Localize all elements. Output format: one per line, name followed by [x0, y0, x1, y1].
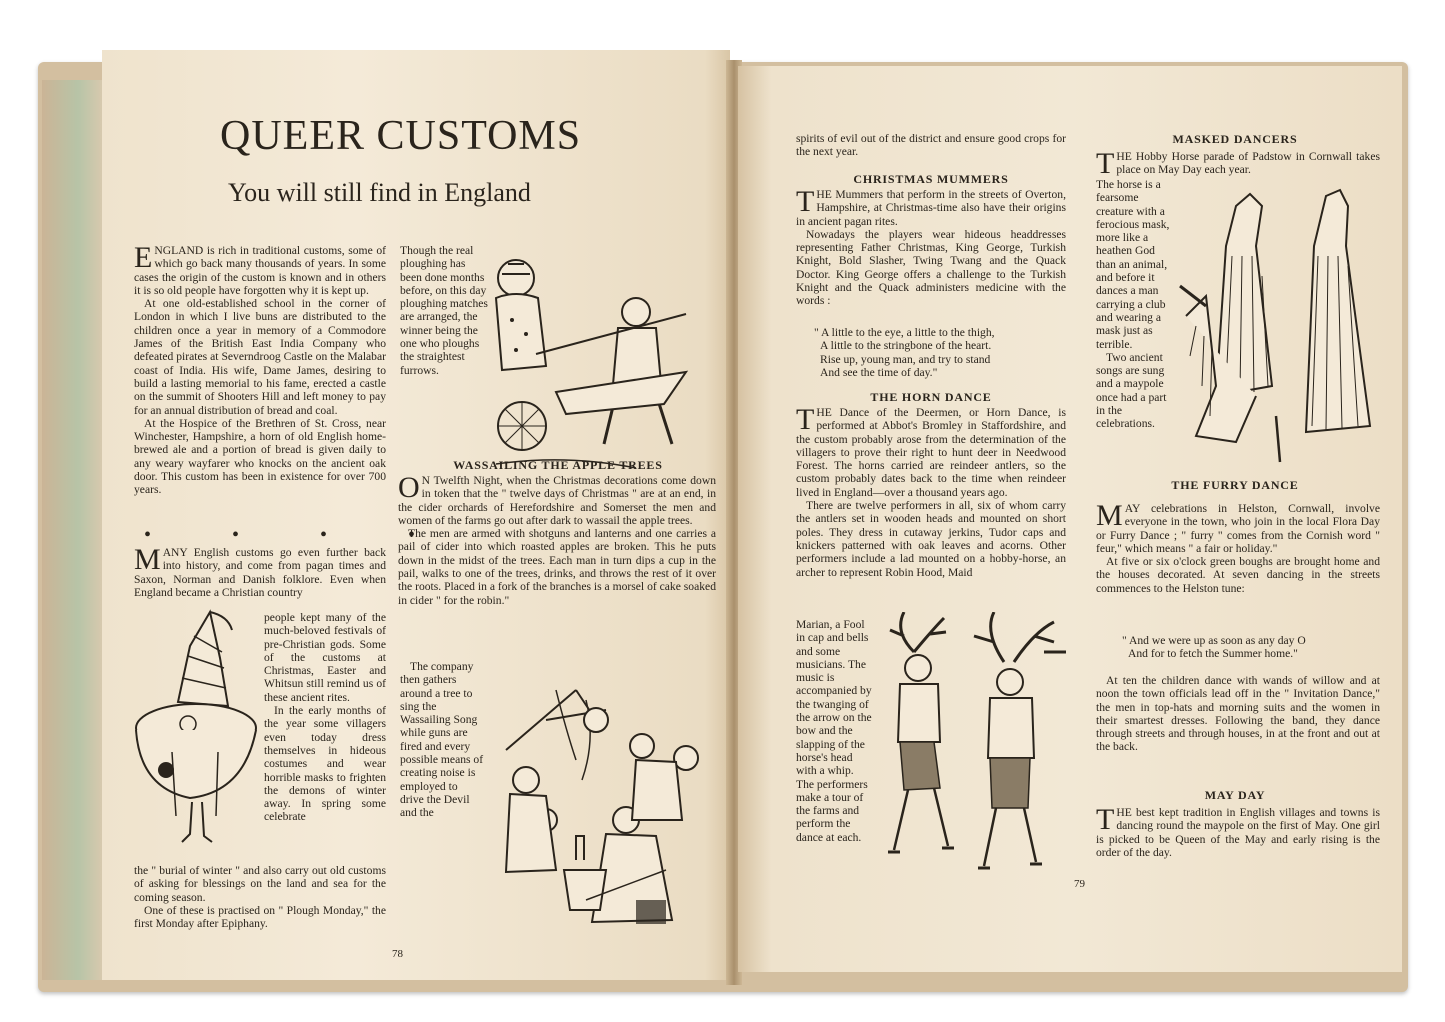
paragraph-masked-2: The horse is a fearsome creature with a ferocious mask, more like a heathen God than an animal, and before it dances a man carrying a club and wearing a mask just as terrible. [1096, 178, 1170, 351]
drop-cap: T [796, 403, 815, 436]
cover-edge [42, 80, 102, 980]
paragraph-horn-3: Marian, a Fool in cap and bells and some musicians. The music is accompanied by the twanging of the arrow on the bow and the slapping of the horse's head with a whip. The performers make a tour of the farms and perform the dance at each. [796, 618, 872, 844]
drop-cap: T [796, 185, 815, 218]
verse-line: And see the time of day." [820, 365, 938, 379]
paragraph-hospice: At the Hospice of the Brethren of St. Cross, near Winchester, Hampshire, a horn of old English home-brewed ale and a portion of bread is given daily to any weary wayfarer who knocks on the ancient oak door. This custom has been in existence for over 700 years. [134, 416, 386, 497]
paragraph-masked-3: Two ancient songs are sung and a maypole once had a part in the celebrations. [1096, 350, 1167, 431]
paragraph-horn-2: There are twelve performers in all, six of whom carry the antlers set in wooden heads and mounted on short poles. They dress in cutaway jerkins, Tudor caps and knickers patterned with oak leaves and acorns. Other performers include a lad mounted on a hobby-horse, an archer to represent Robin Hood, Maid [796, 499, 1066, 579]
horn-dance-illustration [874, 612, 1070, 878]
drop-cap: T [1096, 147, 1115, 180]
heading-furry-dance: THE FURRY DANCE [1171, 478, 1299, 492]
paragraph-furry-2: At five or six o'clock green boughs are brought home and the houses decorated. At seven dancing in the streets commences to the Helston tune: [1096, 555, 1380, 595]
paragraph-spirits: spirits of evil out of the district and ensure good crops for the next year. [796, 132, 1066, 159]
many-text: ANY English customs go even further back into history, and come from pagan times and Saxon, Norman and Danish folklore. Even when England became a Christian country [134, 546, 386, 599]
paragraph-school: At one old-established school in the corner of London in which I live buns are distributed to the children once a year in memory of a Commodore James of the British East India Company who defeated pirates at Severndroog Castle on the Malabar coast of India. His wife, Dame James, desiring to build a lasting memorial to his fame, erected a castle on the summit of Shooters Hill and left money to pay for an annual distribution of bread and coal. [134, 297, 386, 417]
drop-cap: M [1096, 499, 1123, 532]
heading-mummers: CHRISTMAS MUMMERS [853, 172, 1009, 186]
verse-line: And for to fetch the Summer home." [1128, 647, 1298, 661]
verse-line: " A little to the eye, a little to the thigh, [814, 326, 995, 339]
masked-block [1096, 147, 1380, 180]
intro-text: NGLAND is rich in traditional customs, some of which go back many thousands of years. In some cases the origin of the custom is known and in others it is so old people have forgotten why it is kept up. [134, 244, 386, 297]
horn-text-1: HE Dance of the Deermen, or Horn Dance, is performed at Abbot's Bromley in Staffordshire, and the custom probably arose from the determination of the villagers to prove their right to hunt deer in Needwood Forest. The horns carried are reindeer antlers, so the custom probably dates back to the time when reindeer lived in England—over a thousand years ago. [796, 406, 1066, 499]
drop-cap: O [398, 471, 420, 504]
paragraph-wassail-2: The men are armed with shotguns and lanterns and one carries a pail of cider into which roasted apples are broken. This he puts down in the midst of the trees. Each man in turn dips a cup in the pail, walks to one of the trees, drinks, and throws the rest of it over the roots. Placed in a fork of the branches is a morsel of cake soaked in cider " for the robin." [398, 527, 716, 607]
horn-music-block [796, 618, 874, 844]
wassailing-illustration [486, 670, 718, 938]
paragraph-plough-monday: One of these is practised on " Plough Monday," the first Monday after Epiphany. [134, 903, 386, 931]
drop-cap: E [134, 241, 153, 274]
left-page [102, 50, 730, 980]
turnip-mask-illustration [132, 606, 260, 846]
paragraph-furry-3: At ten the children dance with wands of willow and at noon the town officials lead off in the " Invitation Dance," the men in top-hats and morning suits and the women in their smartest dresses. Following the band, they dance through streets and through houses, in at the front and out at the back. [1096, 674, 1380, 754]
masked-dancers-illustration [1176, 186, 1386, 466]
mayday-block [1096, 803, 1380, 859]
plough-monday-illustration [486, 254, 718, 488]
heading-wassailing: WASSAILING THE APPLE TREES [453, 458, 663, 472]
horn-block [796, 403, 1066, 579]
paragraph-mummers-2: Nowadays the players wear hideous headdresses representing Father Christmas, King George, Turkish Knight, Bold Slasher, Twing Twang and the Quack Doctor. King George offers a challenge to the Turkish Knight and the Quack administers medicine with the words : [796, 227, 1066, 308]
drop-cap: M [134, 543, 161, 576]
furry-block [1096, 499, 1380, 595]
paragraph-wassail-3: The company then gathers around a tree to sing the Wassailing Song while guns are fired and every possible means of creating noise is employed to drive the Devil and the [400, 660, 484, 820]
burial-block [134, 864, 386, 930]
many-block [134, 543, 386, 599]
paragraph-burial: the " burial of winter " and also carry out old customs of asking for blessings on the land and sea for the coming season. [134, 864, 386, 904]
verse-line: " And we were up as soon as any day O [1122, 634, 1306, 647]
heading-masked-dancers: MASKED DANCERS [1172, 132, 1298, 146]
spirits-block [796, 132, 1066, 159]
mayday-text-1: HE best kept tradition in English villages and towns is dancing round the maypole on the first of May. One girl is picked to be Queen of the May and early rising is the order of the day. [1096, 806, 1380, 859]
paragraph-ploughing: Though the real ploughing has been done months before, on this day ploughing matches are arranged, the winner being the one who ploughs the straightest furrows. [400, 244, 488, 377]
furry-text-1: AY celebrations in Helston, Cornwall, involve everyone in the town, who join in the local Flora Day or Furry Dance ; " furry " comes from the Cornish word " feur," which means " a fair or holiday." [1096, 502, 1380, 555]
heading-may-day: MAY DAY [1204, 788, 1266, 802]
verse-line: A little to the stringbone of the heart. [820, 339, 992, 353]
mummers-verse [814, 326, 995, 379]
right-page [738, 66, 1402, 972]
drop-cap: T [1096, 803, 1115, 836]
page-number-right: 79 [1074, 878, 1085, 890]
paragraph-pagan: people kept many of the much-beloved festivals of pre-Christian gods. Some of the customs at Christmas, Easter and Whitsun still remind us of these ancient rites. [264, 611, 386, 704]
ploughing-block [400, 244, 490, 377]
section-divider: • • • • [144, 524, 454, 546]
paragraph-early-months: In the early months of the year some villagers even today dress themselves in hideous costumes and wear horrible masks to frighten the demons of winter away. In spring some celebrate [264, 704, 386, 824]
pagan-block [264, 611, 386, 824]
heading-horn-dance: THE HORN DANCE [870, 390, 992, 404]
wassail-block [398, 471, 716, 607]
masked-body-block [1096, 178, 1172, 431]
page-title: QUEER CUSTOMS [220, 113, 582, 159]
intro-block [134, 241, 386, 497]
furry-invitation-block [1096, 674, 1380, 754]
furry-verse [1122, 634, 1306, 661]
wassail-text-1: N Twelfth Night, when the Christmas decorations come down in token that the " twelve days of Christmas " are at an end, in the cider orchards of Herefordshire and Somerset the men and women of the farms go out after dark to wassail the apple trees. [398, 474, 716, 527]
mummers-text-1: HE Mummers that perform in the streets of Overton, Hampshire, at Christmas-time also have their origins in ancient pagan rites. [796, 188, 1066, 228]
verse-line: Rise up, young man, and try to stand [820, 352, 991, 366]
masked-text-1: HE Hobby Horse parade of Padstow in Cornwall takes place on May Day each year. [1116, 150, 1380, 177]
page-number-left: 78 [392, 948, 403, 960]
mummers-block [796, 185, 1066, 308]
page-subtitle: You will still find in England [228, 178, 531, 207]
wassail-song-block [400, 660, 484, 820]
